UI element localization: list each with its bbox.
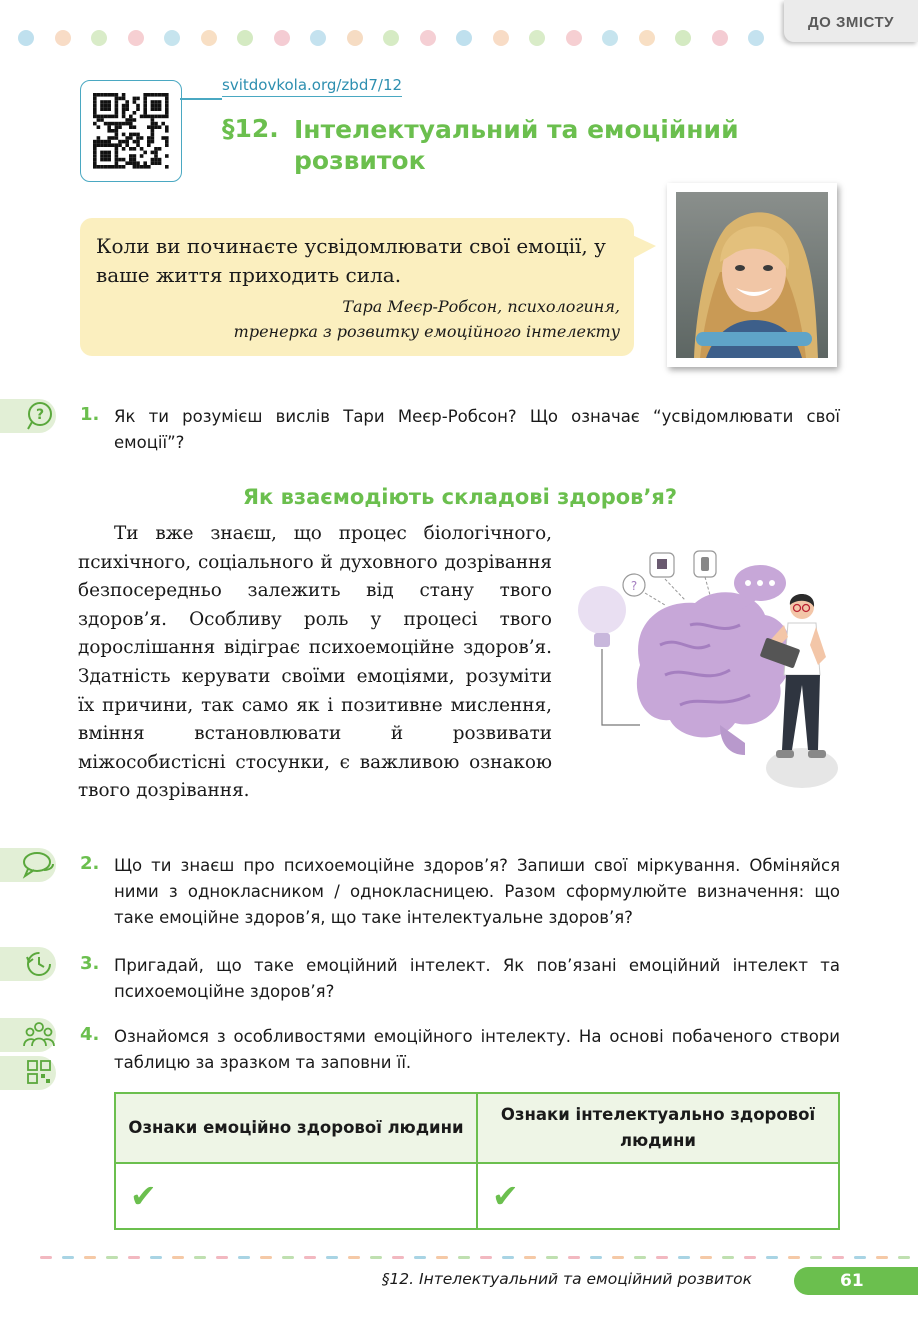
decorative-dot [456,30,472,46]
side-tab-question [0,399,56,433]
chat-bubbles-icon [20,848,56,882]
quote-bubble [80,218,634,356]
decorative-dot [675,30,691,46]
footer-dash [172,1256,184,1259]
decorative-dot [18,30,34,46]
decorative-dot [55,30,71,46]
quote-bubble-tail [630,234,656,260]
table-header-emotional: Ознаки емоційно здорової людини [115,1093,477,1163]
task-2-text: Що ти знаєш про психоемоційне здоров’я? Запиши свої міркування. Обміняйся ними з однокласником / однокласницею. Разом сформулюйте визначення: що таке емоційне здоров’я, що таке інтелектуальне здоров’я? [114,856,840,927]
decorative-dot [128,30,144,46]
footer-dash [62,1256,74,1259]
decorative-dot [712,30,728,46]
footer-dash [326,1256,338,1259]
decorative-dot [274,30,290,46]
footer-dash [348,1256,360,1259]
task-3-text: Пригадай, що таке емоційний інтелект. Як пов’язані емоційний інтелект та психоемоційне здоров’я? [114,956,840,1001]
footer-dash [722,1256,734,1259]
task-1-text: Як ти розумієш вислів Тари Меєр-Робсон? Що означає “усвідомлювати свої емоції”? [114,407,840,452]
decorative-dot [602,30,618,46]
decorative-dot [201,30,217,46]
paragraph-number: §12. [222,114,279,143]
footer-dash [106,1256,118,1259]
footer-dash [766,1256,778,1259]
table-header-intellectual: Ознаки інтелектуально здорової людини [477,1093,839,1163]
svg-text:?: ? [630,579,638,593]
page-number: 61 [794,1267,918,1295]
author-photo [667,183,837,367]
footer-dash [260,1256,272,1259]
footer-dash [700,1256,712,1259]
footer-divider [40,1256,918,1260]
decorative-dots [18,28,898,48]
footer-dash [876,1256,888,1259]
decorative-dot [347,30,363,46]
footer-dash [304,1256,316,1259]
qr-connector-line [180,98,222,100]
qr-code[interactable] [80,80,182,182]
footer-dash [810,1256,822,1259]
question-icon [24,399,58,433]
footer-dash [612,1256,624,1259]
footer-dash [216,1256,228,1259]
task-2-number: 2. [80,853,100,874]
decorative-dot [310,30,326,46]
footer-dash [788,1256,800,1259]
footer-dash [502,1256,514,1259]
page-title: Інтелектуальний та емоційний розвиток [294,115,739,175]
qr-code-icon [81,81,181,181]
task-4-number: 4. [80,1024,100,1045]
side-tab-group [0,1018,56,1052]
footer-dash [414,1256,426,1259]
decorative-dot [639,30,655,46]
sample-table [114,1092,840,1230]
task-4-text: Ознайомся з особливостями емоційного інтелекту. На основі побаченого створи таблицю за зразком та заповни її. [114,1027,840,1072]
side-tab-qr [0,1056,56,1090]
quote-text: Коли ви починаєте усвідомлювати свої емоції, у ваше життя приходить сила. [96,234,606,287]
qr-grid-icon [22,1056,56,1090]
footer-dash [524,1256,536,1259]
footer-dash [194,1256,206,1259]
footer-dash [634,1256,646,1259]
footer-dash [744,1256,756,1259]
quote-author-line-2: тренерка з розвитку емоційного інтелекту [233,322,620,341]
footer-dash [590,1256,602,1259]
group-icon [22,1018,56,1052]
footer-dash [898,1256,910,1259]
decorative-dot [529,30,545,46]
side-tab-recall [0,947,56,981]
section-heading: Як взаємодіють складові здоров’я? [242,485,678,509]
task-1-number: 1. [80,404,100,425]
task-3-number: 3. [80,953,100,974]
qr-link[interactable]: svitdovkola.org/zbd7/12 [222,76,402,97]
footer-dash [480,1256,492,1259]
footer-dash [150,1256,162,1259]
quote-author [234,294,620,344]
footer-dash [436,1256,448,1259]
decorative-dot [748,30,764,46]
clock-icon [22,947,56,981]
decorative-dot [493,30,509,46]
footer-dash [282,1256,294,1259]
decorative-dot [237,30,253,46]
decorative-dot [383,30,399,46]
brain-girl-image [570,545,845,795]
table-header-row [115,1093,839,1163]
footer-dash [678,1256,690,1259]
brain-illustration [570,545,845,795]
decorative-dot [420,30,436,46]
section-body-text: Ти вже знаєш, що процес біологічного, психічного, соціального й духовного дозрівання безпосередньо залежить від стану твого здоров’я. Особливу роль у процесі твого дорослішання відіграє психоемоційне здоров’я. Здатність керувати своїми емоціями, розуміти їх причини, так само як і позитивне мислення, вміння встановлювати й розвивати міжособистісні стосунки, є важливою ознакою твого дозрівання. [78,523,552,802]
footer-dash [370,1256,382,1259]
toc-button[interactable]: ДО ЗМІСТУ [784,0,918,42]
footer-dash [458,1256,470,1259]
svg-text:?: ? [35,407,45,423]
decorative-dot [566,30,582,46]
checkmark-icon: ✔ [477,1163,839,1229]
footer-dash [854,1256,866,1259]
side-tab-discussion [0,848,56,882]
checkmark-icon: ✔ [115,1163,477,1229]
decorative-dot [164,30,180,46]
footer-title: §12. Інтелектуальний та емоційний розвиток [381,1270,752,1288]
footer-dash [832,1256,844,1259]
footer-dash [40,1256,52,1259]
footer-dash [238,1256,250,1259]
decorative-dot [91,30,107,46]
quote-author-line-1: Тара Меєр-Робсон, психологиня, [342,297,620,316]
footer-dash [392,1256,404,1259]
footer-dash [568,1256,580,1259]
footer-dash [84,1256,96,1259]
footer-dash [128,1256,140,1259]
footer-dash [546,1256,558,1259]
footer-dash [656,1256,668,1259]
table-row [115,1163,839,1229]
portrait-image [676,192,828,358]
